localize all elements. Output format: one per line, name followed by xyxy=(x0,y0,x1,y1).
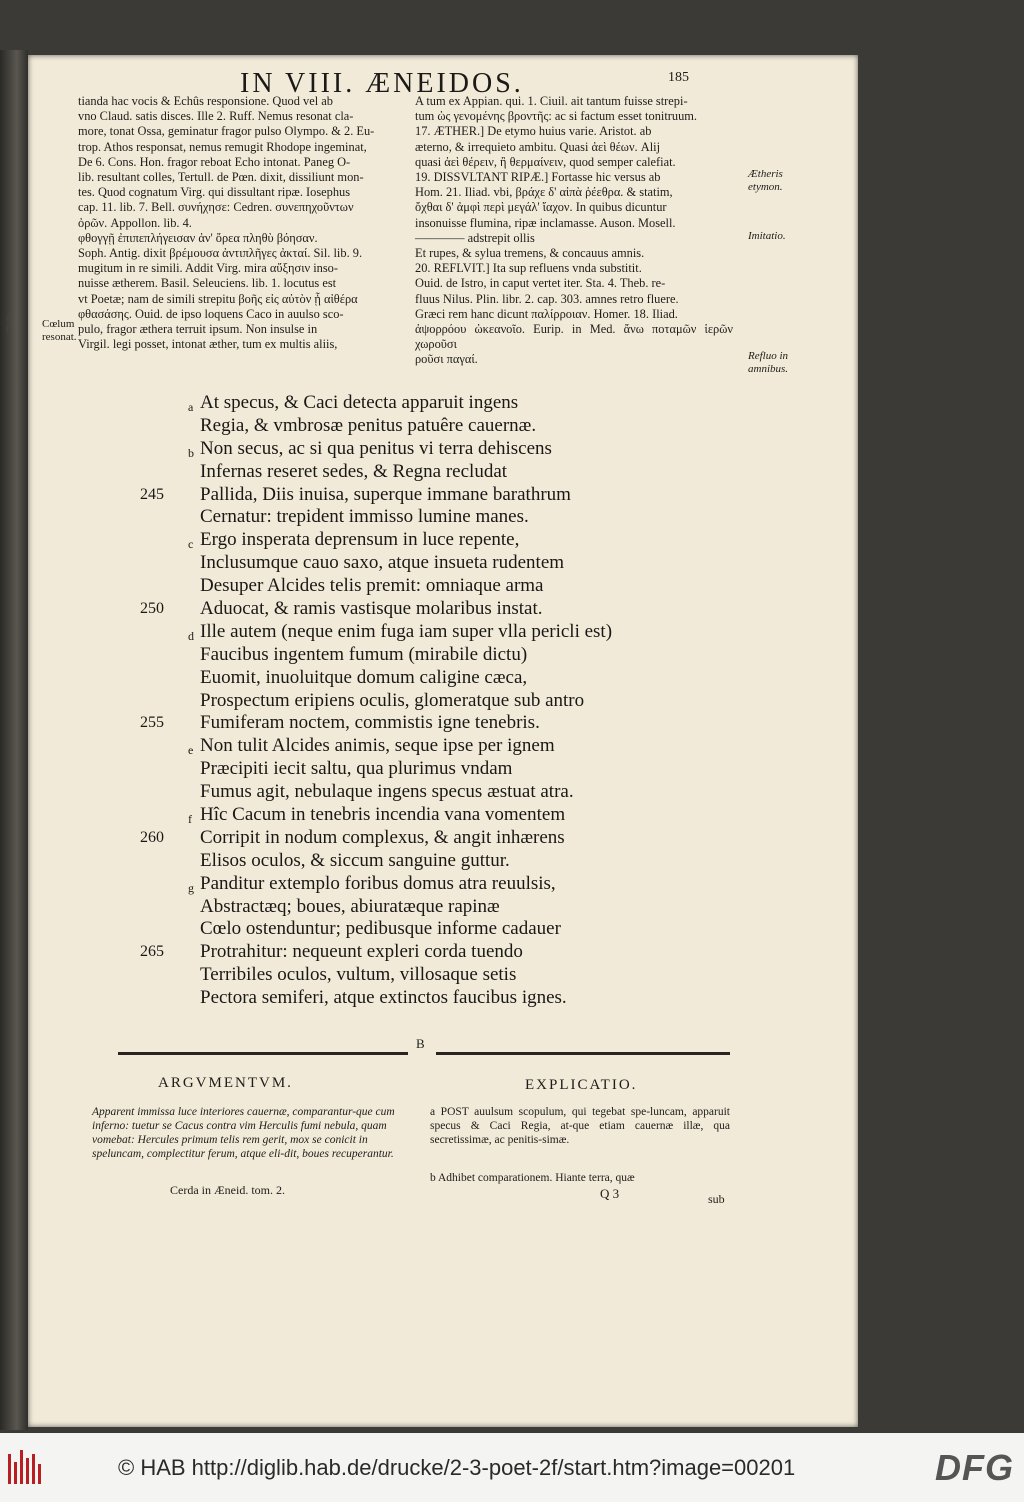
side-note-aetheris: Ætheris etymon. xyxy=(748,168,783,193)
note-marker: f xyxy=(188,812,192,827)
line-number: 250 xyxy=(140,600,164,618)
commentary-line: 19. DISSVLTANT RIPÆ.] Fortasse hic versus ab xyxy=(415,170,661,185)
commentary-line: fluus Nilus. Plin. libr. 2. cap. 303. amnes retro fluere. xyxy=(415,291,679,306)
margin-note-coelum: Cœlum resonat. xyxy=(42,318,77,343)
commentary-line: more, tonat Ossa, geminatur fragor pulso Olympo. & 2. Eu- xyxy=(78,124,375,139)
verse-line xyxy=(140,941,700,964)
divider-right xyxy=(436,1052,730,1055)
commentary-line: Virgil. legi posset, intonat æther, tum ex multis aliis, xyxy=(78,337,338,352)
section-mark-b: B xyxy=(416,1036,425,1051)
verse-line xyxy=(140,667,700,690)
verse-line xyxy=(140,392,700,415)
verse-text: Corripit in nodum complexus, & angit inhærens xyxy=(200,826,565,848)
verse-text: Euomit, inuoluitque domum caligine cæca, xyxy=(200,666,528,688)
verse-line xyxy=(140,987,700,1010)
verse-line xyxy=(140,575,700,598)
commentary-line: ———— adstrepit ollis xyxy=(415,230,535,245)
commentary-line: tes. Quod cognatum Virg. qui dissultant ripæ. Iosephus xyxy=(78,185,351,200)
commentary-line: ὄχθαι δ' ἀμφὶ περὶ μεγάλ' ἴαχον. In quibus dicuntur xyxy=(415,200,667,215)
left-edge-note: ℰ n xyxy=(6,312,13,335)
verse-text: Hîc Cacum in tenebris incendia vana vomentem xyxy=(200,804,566,826)
verse-text: Ille autem (neque enim fuga iam super vlla pericli est) xyxy=(200,620,613,642)
verse-text: Panditur extemplo foribus domus atra reuulsis, xyxy=(200,872,556,894)
note-marker: e xyxy=(188,743,194,758)
verse-text: Præcipiti iecit saltu, qua plurimus vndam xyxy=(200,758,513,780)
commentary-line: trop. Athos responsat, nemus remugit Rhodope ingeminat, xyxy=(78,139,367,154)
verse-text: Non secus, ac si qua penitus vi terra dehiscens xyxy=(200,437,552,459)
commentary-line: Græci rem hanc dicunt παλίρροιαν. Homer. 18. Iliad. xyxy=(415,306,678,321)
verse-line xyxy=(140,690,700,713)
commentary-line: φθογγῇ ἐπιπεπλήγεισαν ἀν' ὄρεα πληθὺ βόησαν. xyxy=(78,230,318,245)
line-number: 245 xyxy=(140,485,164,503)
divider-left xyxy=(118,1052,408,1055)
verse-line xyxy=(140,484,700,507)
verse-text: Infernas reseret sedes, & Regna recludat xyxy=(200,460,508,482)
catchword: sub xyxy=(708,1192,725,1206)
verse-line xyxy=(140,781,700,804)
copyright-link[interactable]: © HAB http://diglib.hab.de/drucke/2-3-poet-2f/start.htm?image=00201 xyxy=(118,1454,796,1480)
verse-line xyxy=(140,529,700,552)
commentary-line: tianda hac vocis & Echûs responsione. Quod vel ab xyxy=(78,94,333,108)
verse-text: Cernatur: trepident immisso lumine manes. xyxy=(200,506,529,528)
verse-text: Faucibus ingentem fumum (mirabile dictu) xyxy=(200,643,528,665)
verse-line xyxy=(140,873,700,896)
explicatio-text: a POST auulsum scopulum, qui tegebat spe-luncam, apparuit specus & Caci Regia, at-que etiam cauernæ illæ, qua secretissimæ, ac penitis-simæ. xyxy=(430,1106,730,1146)
commentary-line: cap. 11. lib. 7. Bell. συνήχησε: Cedren. συνεπηχοῦντων xyxy=(78,200,354,215)
commentary-line: Hom. 21. Iliad. vbi, βράχε δ' αἰπὰ ῥέεθρα. & statim, xyxy=(415,185,673,200)
argumentum-text: Apparent immissa luce interiores cauernæ, comparantur-que cum inferno: tuetur se Cacus contra vim Herculis fumi nebula, quam vomebat: Hercules primum telis rem gerit, mox se conicit in speluncam, complectitur ferum, atque eli-dit, boues recuperantur. xyxy=(92,1106,395,1160)
verse-text: Prospectum eripiens oculis, glomeratque sub antro xyxy=(200,689,585,711)
verse-line xyxy=(140,918,700,941)
note-marker: d xyxy=(188,628,194,643)
commentary-left-column xyxy=(78,94,396,352)
commentary-line: ἀψορρόου ὠκεανοῖο. Eurip. in Med. ἄνω ποταμῶν ἱερῶν χωροῦσι xyxy=(415,322,733,352)
folio-number: 185 xyxy=(668,70,689,85)
verse-text: Regia, & vmbrosæ penitus patuêre cauernæ. xyxy=(200,414,537,436)
verse-line xyxy=(140,964,700,987)
commentary-line: mugitum in re simili. Addit Virg. mira αὔξησιν inso- xyxy=(78,261,339,276)
signature-mark: Q 3 xyxy=(600,1186,620,1201)
commentary-line: insonuisse flumina, ripæ inclamasse. Auson. Mosell. xyxy=(415,215,676,230)
verse-text: At specus, & Caci detecta apparuit ingens xyxy=(200,392,519,413)
explicatio-b: b Adhibet comparationem. Hiante terra, quæ xyxy=(430,1172,635,1184)
commentary-line: De 6. Cons. Hon. fragor reboat Echo intonat. Paneg O- xyxy=(78,154,351,169)
note-marker: c xyxy=(188,537,194,552)
running-header: IN VIII. ÆNEIDOS. xyxy=(240,68,524,99)
note-marker: g xyxy=(188,880,194,895)
commentary-line: nuisse ætherem. Basil. Seleuciens. lib. 1. locutus est xyxy=(78,276,337,291)
commentary-line: Ouid. de Istro, in caput vertet iter. Sta. 4. Theb. re- xyxy=(415,276,666,291)
commentary-line: 20. REFLVIT.] Ita sup refluens vnda substitit. xyxy=(415,261,642,276)
commentary-line: A tum ex Appian. qui. 1. Ciuil. ait tantum fuisse strepi- xyxy=(415,94,688,108)
verse-text: Protrahitur: nequeunt expleri corda tuendo xyxy=(200,941,523,963)
commentary-line: φθασάσης. Ouid. de ipso loquens Caco in auulso sco- xyxy=(78,306,344,321)
verse-line xyxy=(140,735,700,758)
verse-line xyxy=(140,644,700,667)
verse-text: Cœlo ostenduntur; pedibusque informe cadauer xyxy=(200,918,561,940)
viewer-footer xyxy=(0,1433,1024,1502)
verse-line xyxy=(140,804,700,827)
verse-line xyxy=(140,461,700,484)
line-number: 260 xyxy=(140,828,164,846)
verse-line xyxy=(140,506,700,529)
commentary-line: lib. resultant colles, Tertull. de Pœn. dixit, dissiliunt mon- xyxy=(78,170,364,185)
verse-text: Abstractæq; boues, abiuratæque rapinæ xyxy=(200,895,500,917)
commentary-line: Et rupes, & sylua tremens, & concauus amnis. xyxy=(415,246,645,261)
verse-block xyxy=(140,392,700,1010)
verse-line xyxy=(140,712,700,735)
commentary-right-column xyxy=(415,94,733,368)
verse-line xyxy=(140,598,700,621)
verse-line xyxy=(140,621,700,644)
commentary-line: tum ὡς γενομένης βροντῆς: ac si factum esset tonitruum. xyxy=(415,109,698,124)
verse-text: Elisos oculos, & siccum sanguine guttur. xyxy=(200,849,510,871)
verse-text: Fumiferam noctem, commistis igne tenebris. xyxy=(200,712,540,734)
verse-line xyxy=(140,415,700,438)
verse-text: Non tulit Alcides animis, seque ipse per ignem xyxy=(200,735,555,757)
note-marker: a xyxy=(188,400,194,414)
verse-text: Pectora semiferi, atque extinctos faucibus ignes. xyxy=(200,987,567,1009)
line-number: 265 xyxy=(140,943,164,961)
commentary-line: quasi ἀεὶ θέρειν, ἢ θερμαίνειν, quod semper calefiat. xyxy=(415,154,676,169)
verse-text: Pallida, Diis inuisa, superque immane barathrum xyxy=(200,483,571,505)
signature-line: Cerda in Æneid. tom. 2. xyxy=(170,1183,285,1197)
commentary-line: pulo, fragor æthera terruit ipsum. Non insulse in xyxy=(78,322,318,337)
verse-text: Desuper Alcides telis premit: omniaque arma xyxy=(200,575,544,597)
dfg-logo: DFG xyxy=(935,1447,1014,1488)
commentary-line: vno Claud. satis disces. Ille 2. Ruff. Nemus resonat cla- xyxy=(78,109,354,124)
verse-line xyxy=(140,758,700,781)
verse-line xyxy=(140,438,700,461)
verse-text: Fumus agit, nebulaque ingens specus æstuat atra. xyxy=(200,781,574,803)
line-number: 255 xyxy=(140,714,164,732)
note-marker: b xyxy=(188,445,194,460)
verse-line xyxy=(140,896,700,919)
verse-line xyxy=(140,827,700,850)
book-spine-edge xyxy=(0,50,28,1430)
verse-text: Aduocat, & ramis vastisque molaribus instat. xyxy=(200,598,543,620)
commentary-line: ὀρῶν. Appollon. lib. 4. xyxy=(78,215,192,230)
verse-line xyxy=(140,850,700,873)
commentary-line: ροῦσι παγαί. xyxy=(415,352,478,367)
commentary-line: 17. ÆTHER.] De etymo huius varie. Aristot. ab xyxy=(415,124,652,139)
verse-line xyxy=(140,552,700,575)
argumentum-title: ARGVMENTVM. xyxy=(158,1075,293,1091)
side-note-refluo: Refluo in amnibus. xyxy=(748,350,789,375)
verse-text: Ergo insperata deprensum in luce repente, xyxy=(200,529,520,551)
explicatio-title: EXPLICATIO. xyxy=(525,1077,638,1093)
verse-text: Inclusumque cauo saxo, atque insueta rudentem xyxy=(200,552,565,574)
commentary-line: æterno, & irrequieto ambitu. Quasi ἀεὶ θέων. Alij xyxy=(415,139,661,154)
commentary-line: vt Poetæ; nam de simili strepitu βοῆς εἰς αὐτὸν ᾗ αἰθέρα xyxy=(78,291,358,306)
verse-text: Terribiles oculos, vultum, villosaque setis xyxy=(200,964,517,986)
side-note-imitatio: Imitatio. xyxy=(748,230,786,242)
hab-logo-icon xyxy=(6,1448,96,1488)
commentary-line: Soph. Antig. dixit βρέμουσα ἀντιπλῆγες ἀκταί. Sil. lib. 9. xyxy=(78,246,363,261)
